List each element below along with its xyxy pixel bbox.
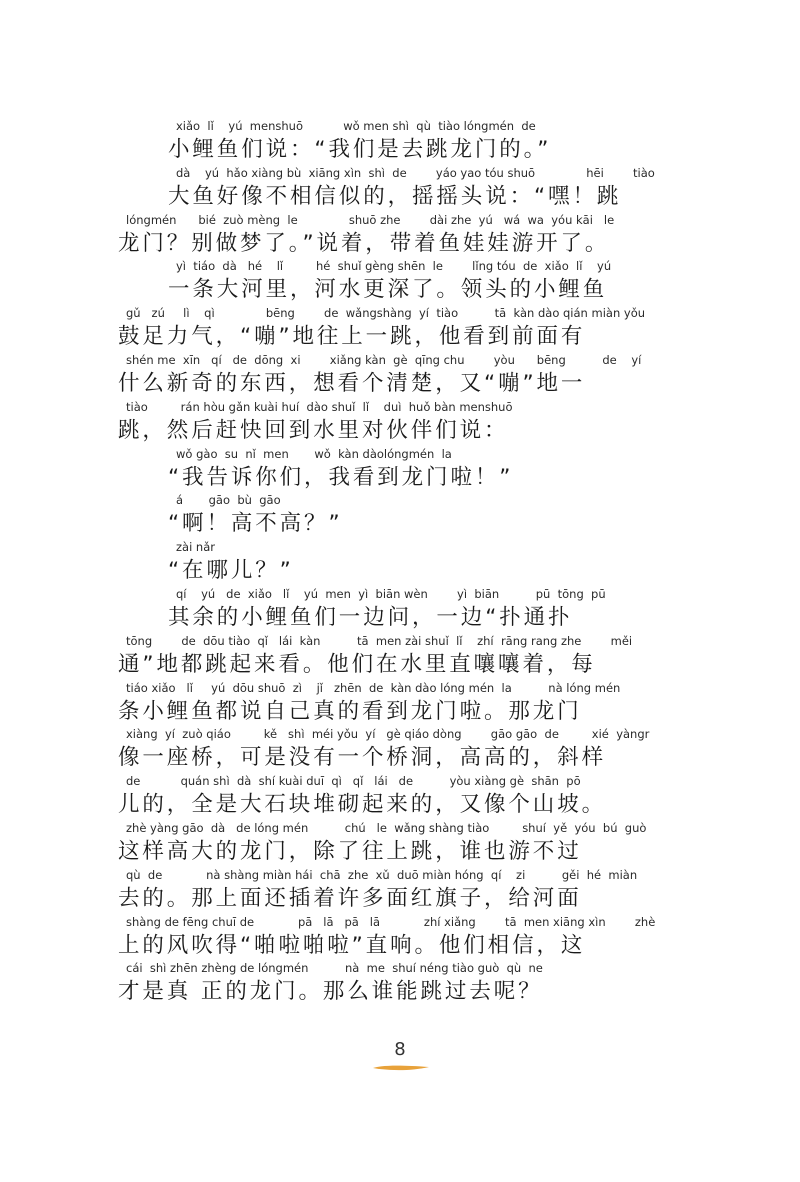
hanzi-line: 跳，然后赶快回到水里对伙伴们说： [118, 417, 509, 443]
pinyin-line: tiào rán hòu gǎn kuài huí dào shuǐ lǐ duì huǒ bàn menshuō [126, 399, 513, 414]
text-line [118, 212, 686, 259]
pinyin-line: zhè yàng gāo dà de lóng mén chú le wǎng shàng tiào shuí yě yóu bú guò [126, 820, 647, 835]
hanzi-line: 大鱼好像不相信似的，摇摇头说：“嘿！跳 [168, 183, 622, 209]
hanzi-line: 去的。那上面还插着许多面红旗子，给河面 [118, 885, 582, 911]
hanzi-line: “我告诉你们，我看到龙门啦！” [168, 464, 514, 490]
hanzi-line: “啊！高不高？” [168, 511, 343, 537]
hanzi-line: 像一座桥，可是没有一个桥洞，高高的，斜样 [118, 745, 607, 771]
text-line [118, 867, 686, 914]
hanzi-line: 上的风吹得“啪啦啪啦”直响。他们相信，这 [118, 932, 586, 958]
hanzi-line: 鼓足力气，“嘣”地往上一跳，他看到前面有 [118, 324, 586, 350]
text-line [118, 914, 686, 961]
text-line [118, 633, 686, 680]
text-line [118, 680, 686, 727]
text-line [118, 399, 686, 446]
hanzi-line: 通”地都跳起来看。他们在水里直嚷嚷着，每 [118, 651, 596, 677]
pinyin-line: qù de nà shàng miàn hái chā zhe xǔ duō miàn hóng qí zi gěi hé miàn [126, 867, 638, 882]
pinyin-line: lóngmén bié zuò mèng le shuō zhe dài zhe yú wá wa yóu kāi le [126, 212, 615, 227]
pinyin-line: tiáo xiǎo lǐ yú dōu shuō zì jǐ zhēn de kàn dào lóng mén la nà lóng mén [126, 680, 621, 695]
pinyin-line: de quán shì dà shí kuài duī qì qǐ lái de yòu xiàng gè shān pō [126, 774, 581, 789]
brush-stroke-decoration [372, 1064, 430, 1072]
text-line [118, 118, 686, 165]
text-line [118, 352, 686, 399]
pinyin-line: shàng de fēng chuī de pā lā pā lā zhí xiǎng tā men xiāng xìn zhè [126, 914, 656, 929]
pinyin-line: qí yú de xiǎo lǐ yú men yì biān wèn yì biān pū tōng pū [176, 586, 606, 601]
page-number: 8 [394, 1039, 406, 1060]
text-line [118, 586, 686, 633]
hanzi-line: 一条大河里，河水更深了。领头的小鲤鱼 [168, 277, 608, 303]
pinyin-line: yì tiáo dà hé lǐ hé shuǐ gèng shēn le lǐng tóu de xiǎo lǐ yú [176, 259, 612, 274]
hanzi-line: 条小鲤鱼都说自己真的看到龙门啦。那龙门 [118, 698, 582, 724]
hanzi-line: 其余的小鲤鱼们一边问，一边“扑通扑 [168, 604, 573, 630]
pinyin-line: zài nǎr [176, 540, 215, 555]
hanzi-line: 这样高大的龙门，除了往上跳，谁也游不过 [118, 838, 582, 864]
pinyin-line: xiàng yí zuò qiáo kě shì méi yǒu yí gè qiáo dòng gāo gāo de xié yàngr [126, 727, 650, 742]
pinyin-line: xiǎo lǐ yú menshuō wǒ men shì qù tiào lóngmén de [176, 119, 536, 133]
text-line [118, 960, 686, 1007]
pinyin-line: cái shì zhēn zhèng de lóngmén nà me shuí néng tiào guò qù ne [126, 961, 543, 976]
hanzi-line: “在哪儿？” [168, 558, 294, 584]
pinyin-line: dà yú hǎo xiàng bù xiāng xìn shì de yáo yao tóu shuō hēi tiào [176, 165, 655, 180]
hanzi-line: 小鲤鱼们说：“我们是去跳龙门的。” [168, 137, 552, 162]
pinyin-line: shén me xīn qí de dōng xi xiǎng kàn gè qīng chu yòu bēng de yí [126, 352, 642, 367]
text-line [118, 539, 686, 586]
pinyin-line: á gāo bù gāo [176, 493, 281, 508]
text-line [118, 165, 686, 212]
pinyin-line: tōng de dōu tiào qǐ lái kàn tā men zài shuǐ lǐ zhí rāng rang zhe měi [126, 633, 633, 648]
text-line [118, 726, 686, 773]
pinyin-line: wǒ gào su nǐ men wǒ kàn dàolóngmén la [176, 446, 452, 461]
text-line [118, 305, 686, 352]
text-line [118, 820, 686, 867]
hanzi-line: 才是真 正的龙门。那么谁能跳过去呢？ [118, 979, 543, 1005]
text-line [118, 258, 686, 305]
story-text [118, 118, 686, 1007]
hanzi-line: 什么新奇的东西，想看个清楚，又“嘣”地一 [118, 370, 586, 396]
text-line [118, 492, 686, 539]
text-line [118, 773, 686, 820]
hanzi-line: 龙门？别做梦了。”说着，带着鱼娃娃游开了。 [118, 230, 610, 256]
page-footer [0, 1038, 800, 1062]
text-line [118, 446, 686, 493]
pinyin-line: gǔ zú lì qì bēng de wǎngshàng yí tiào tā kàn dào qián miàn yǒu [126, 306, 646, 321]
hanzi-line: 儿的，全是大石块堆砌起来的，又像个山坡。 [118, 792, 607, 818]
